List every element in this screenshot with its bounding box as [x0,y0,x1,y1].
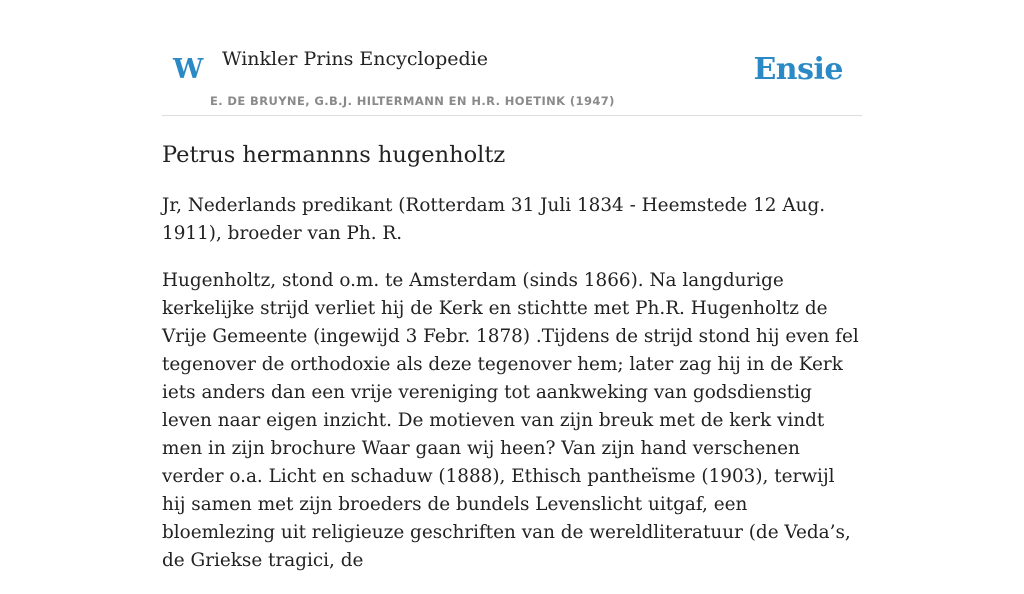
encyclopedia-authors: E. DE BRUYNE, G.B.J. HILTERMANN EN H.R. HOETINK (1947) [210,94,615,108]
page [162,0,862,571]
article-paragraph-1: Jr, Nederlands predikant (Rotterdam 31 Juli 1834 - Heemstede 12 Aug. 1911), broeder van Ph. R. [162,195,826,244]
encyclopedia-title[interactable]: Winkler Prins Encyclopedie [222,48,488,70]
ensie-logo[interactable]: Ensie [753,52,843,87]
header [162,0,862,116]
article-body [162,192,862,594]
article-paragraph-2: Hugenholtz, stond o.m. te Amsterdam (sinds 1866). Na langdurige kerkelijke strijd verliet hij de Kerk en stichtte met Ph.R. Hugenholtz de Vrije Gemeente (ingewijd 3 Febr. 1878) .Tijdens de strijd stond hij even fel tegenover de orthodoxie als deze tegenover hem; later zag hij in de Kerk iets anders dan een vrije vereniging tot aankweking van godsdienstig leven naar eigen inzicht. De motieven van zijn breuk met de kerk vindt men in zijn brochure Waar gaan wij heen? Van zijn hand verschenen verder o.a. Licht en schaduw (1888), Ethisch pantheïsme (1903), terwijl hij samen met zijn broeders de bundels Levenslicht uitgaf, een bloemlezing uit religieuze geschriften van de wereldliteratuur (de Veda’s, de Griekse tragici, de [162,270,859,571]
article-title: Petrus hermannns hugenholtz [162,142,506,168]
winkler-prins-logo-icon[interactable]: W [173,54,204,85]
